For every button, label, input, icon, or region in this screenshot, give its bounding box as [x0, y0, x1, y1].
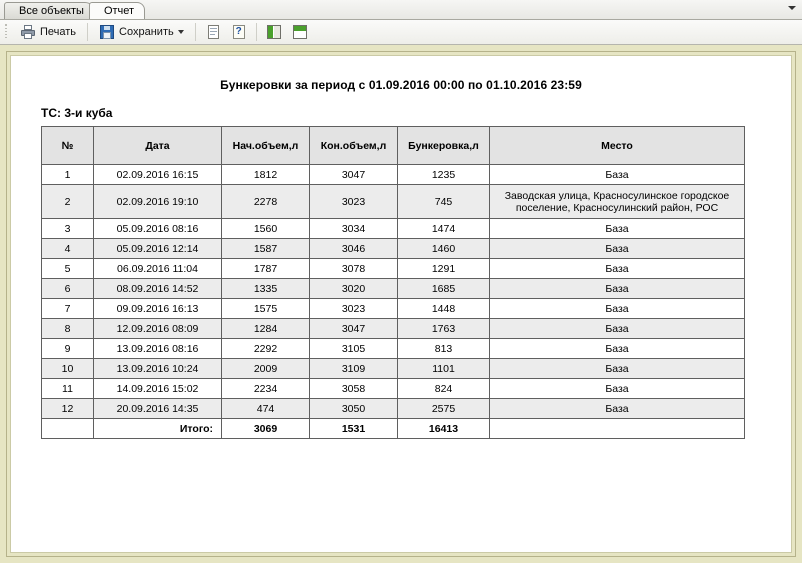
cell-number: 10 [42, 359, 94, 379]
print-button[interactable] [14, 21, 82, 43]
cell-start-volume: 2278 [222, 185, 310, 219]
cell-date: 12.09.2016 08:09 [94, 319, 222, 339]
cell-bunkering: 745 [398, 185, 490, 219]
cell-number: 5 [42, 259, 94, 279]
help-button[interactable] [227, 21, 251, 43]
cell-date: 06.09.2016 11:04 [94, 259, 222, 279]
cell-end-volume: 3047 [310, 165, 398, 185]
cell-bunkering: 2575 [398, 399, 490, 419]
cell-bunkering: 1448 [398, 299, 490, 319]
cell-end-volume: 3109 [310, 359, 398, 379]
chevron-down-icon[interactable] [788, 6, 796, 10]
cell-place: База [490, 259, 745, 279]
tab-report[interactable] [89, 2, 145, 19]
cell-date: 09.09.2016 16:13 [94, 299, 222, 319]
tab-report-label: Отчет [103, 5, 135, 17]
cell-end-volume: 3020 [310, 279, 398, 299]
cell-end-volume: 3034 [310, 219, 398, 239]
cell-date: 20.09.2016 14:35 [94, 399, 222, 419]
table-total-row [42, 419, 745, 439]
cell-end-volume: 3050 [310, 399, 398, 419]
cell-number: 1 [42, 165, 94, 185]
table-row [42, 399, 745, 419]
cell-end-volume: 3058 [310, 379, 398, 399]
cell-place: База [490, 319, 745, 339]
cell-number: 9 [42, 339, 94, 359]
table-row [42, 185, 745, 219]
cell-number: 6 [42, 279, 94, 299]
toolbar [0, 20, 802, 45]
table-row [42, 339, 745, 359]
cell-date: 02.09.2016 19:10 [94, 185, 222, 219]
cell-number: 7 [42, 299, 94, 319]
chevron-down-icon[interactable] [178, 30, 184, 34]
cell-start-volume: 1575 [222, 299, 310, 319]
cell-number: 8 [42, 319, 94, 339]
cell-bunkering: 1460 [398, 239, 490, 259]
cell-end-volume: 3046 [310, 239, 398, 259]
printer-icon [20, 24, 36, 40]
table-row [42, 279, 745, 299]
report-page [10, 55, 792, 553]
cell-place: Заводская улица, Красносулинское городское поселение, Красносулинский район, РОС [490, 185, 745, 219]
table-header-row [42, 127, 745, 165]
cell-start-volume: 1787 [222, 259, 310, 279]
cell-date: 05.09.2016 08:16 [94, 219, 222, 239]
save-button-label: Сохранить [119, 26, 174, 38]
total-bunkering: 16413 [398, 419, 490, 439]
cell-date: 02.09.2016 16:15 [94, 165, 222, 185]
cell-date: 13.09.2016 08:16 [94, 339, 222, 359]
cell-bunkering: 1101 [398, 359, 490, 379]
cell-start-volume: 1812 [222, 165, 310, 185]
page-setup-button[interactable] [201, 21, 225, 43]
cell-place: База [490, 299, 745, 319]
column-header-number: № [42, 127, 94, 165]
cell-place: База [490, 399, 745, 419]
column-header-start-volume: Нач.объем,л [222, 127, 310, 165]
cell-start-volume: 474 [222, 399, 310, 419]
table-row [42, 379, 745, 399]
page-icon [205, 24, 221, 40]
cell-bunkering: 1235 [398, 165, 490, 185]
cell-start-volume: 1587 [222, 239, 310, 259]
toolbar-grip[interactable] [4, 24, 9, 40]
cell-start-volume: 1335 [222, 279, 310, 299]
table-row [42, 239, 745, 259]
cell-date: 05.09.2016 12:14 [94, 239, 222, 259]
cell-bunkering: 813 [398, 339, 490, 359]
cell-date: 08.09.2016 14:52 [94, 279, 222, 299]
cell-number: 12 [42, 399, 94, 419]
green-table-icon [292, 24, 308, 40]
cell-place: База [490, 219, 745, 239]
column-header-place: Место [490, 127, 745, 165]
vehicle-label: ТС: 3-и куба [41, 106, 113, 120]
column-header-date: Дата [94, 127, 222, 165]
toolbar-separator [87, 23, 88, 41]
cell-bunkering: 1763 [398, 319, 490, 339]
cell-end-volume: 3047 [310, 319, 398, 339]
cell-bunkering: 1685 [398, 279, 490, 299]
cell-number: 2 [42, 185, 94, 219]
toolbar-separator [256, 23, 257, 41]
cell-start-volume: 2292 [222, 339, 310, 359]
cell-number: 11 [42, 379, 94, 399]
floppy-disk-icon [99, 24, 115, 40]
cell-date: 14.09.2016 15:02 [94, 379, 222, 399]
total-start-volume: 3069 [222, 419, 310, 439]
table-row [42, 359, 745, 379]
table-row [42, 165, 745, 185]
print-button-label: Печать [40, 26, 77, 38]
column-header-end-volume: Кон.объем,л [310, 127, 398, 165]
column-header-bunkering: Бункеровка,л [398, 127, 490, 165]
tab-bar [0, 0, 802, 20]
cell-start-volume: 2234 [222, 379, 310, 399]
cell-end-volume: 3105 [310, 339, 398, 359]
cell-start-volume: 2009 [222, 359, 310, 379]
total-blank [42, 419, 94, 439]
cell-place: База [490, 239, 745, 259]
cell-start-volume: 1560 [222, 219, 310, 239]
cell-end-volume: 3023 [310, 185, 398, 219]
document-viewport [0, 45, 802, 563]
cell-number: 4 [42, 239, 94, 259]
cell-bunkering: 1291 [398, 259, 490, 279]
total-place [490, 419, 745, 439]
tab-all-objects-label: Все объекты [19, 5, 84, 17]
cell-bunkering: 824 [398, 379, 490, 399]
cell-date: 13.09.2016 10:24 [94, 359, 222, 379]
document-frame [6, 51, 796, 557]
table-row [42, 219, 745, 239]
export-columns-button[interactable] [262, 21, 286, 43]
cell-place: База [490, 379, 745, 399]
cell-place: База [490, 165, 745, 185]
report-table [41, 126, 745, 439]
cell-place: База [490, 359, 745, 379]
cell-bunkering: 1474 [398, 219, 490, 239]
cell-start-volume: 1284 [222, 319, 310, 339]
table-row [42, 299, 745, 319]
green-columns-icon [266, 24, 282, 40]
export-table-button[interactable] [288, 21, 312, 43]
save-button[interactable] [93, 21, 190, 43]
cell-end-volume: 3023 [310, 299, 398, 319]
cell-place: База [490, 339, 745, 359]
cell-place: База [490, 279, 745, 299]
help-icon: ? [231, 24, 247, 40]
cell-number: 3 [42, 219, 94, 239]
table-row [42, 319, 745, 339]
total-end-volume: 1531 [310, 419, 398, 439]
toolbar-separator [195, 23, 196, 41]
tab-all-objects[interactable] [4, 2, 95, 19]
table-row [42, 259, 745, 279]
cell-end-volume: 3078 [310, 259, 398, 279]
report-title: Бункеровки за период с 01.09.2016 00:00 по 01.10.2016 23:59 [220, 78, 582, 92]
total-label: Итого: [94, 419, 222, 439]
